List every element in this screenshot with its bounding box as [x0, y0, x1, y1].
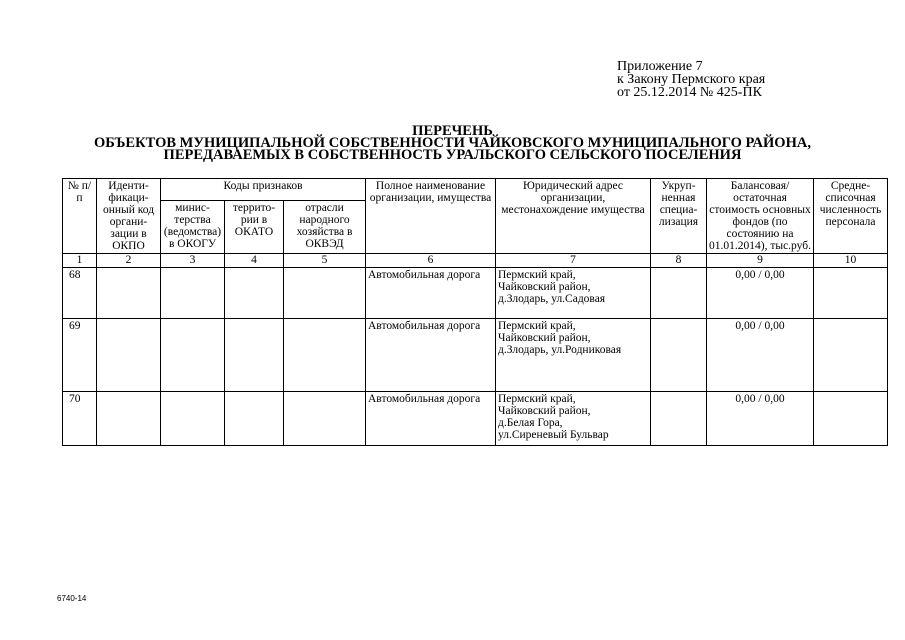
header-codes: Коды признаков [161, 179, 366, 201]
header-okogu: минис-терства (ведомства) в ОКОГУ [161, 201, 225, 254]
cell-okato [225, 319, 284, 392]
address-line: Чайковский район, [498, 405, 591, 417]
cell-spec [651, 392, 707, 446]
column-number: 1 [63, 254, 97, 268]
cell-okved [284, 268, 366, 319]
cell-balance: 0,00 / 0,00 [707, 268, 814, 319]
cell-staff [814, 268, 888, 319]
address-line: д.Злодарь, ул.Родниковая [498, 344, 622, 356]
column-number: 6 [366, 254, 496, 268]
column-number: 9 [707, 254, 814, 268]
title-line: ПЕРЕДАВАЕМЫХ В СОБСТВЕННОСТЬ УРАЛЬСКОГО СЕЛЬСКОГО ПОСЕЛЕНИЯ [163, 147, 742, 163]
address-line: Пермский край, [498, 269, 576, 281]
column-number: 4 [225, 254, 284, 268]
cell-spec [651, 319, 707, 392]
header-staff: Средне-списочная численность персонала [814, 179, 888, 254]
header-name: Полное наименование организации, имущества [366, 179, 496, 254]
cell-okved [284, 319, 366, 392]
cell-name: Автомобильная дорога [366, 392, 496, 446]
cell-okpo [97, 319, 161, 392]
column-number: 2 [97, 254, 161, 268]
header-address: Юридический адрес организации, местонахождение имущества [496, 179, 651, 254]
header-okved: отрасли народного хозяйства в ОКВЭД [284, 201, 366, 254]
cell-balance: 0,00 / 0,00 [707, 319, 814, 392]
cell-address [496, 319, 651, 392]
header-row [63, 179, 888, 201]
cell-spec [651, 268, 707, 319]
header-num: № п/п [63, 179, 97, 254]
address-line: Чайковский район, [498, 332, 591, 344]
column-number: 8 [651, 254, 707, 268]
header-spec: Укруп-ненная специа-лизация [651, 179, 707, 254]
appendix-line: от 25.12.2014 № 425-ПК [617, 85, 762, 100]
appendix-line: к Закону Пермского края [617, 72, 766, 87]
appendix-line: Приложение 7 [617, 59, 703, 74]
cell-okogu [161, 268, 225, 319]
cell-okved [284, 392, 366, 446]
header-okpo: Иденти-фикаци-онный код органи-зации в ОКПО [97, 179, 161, 254]
appendix-block [617, 60, 765, 99]
header-okato: террито-рии в ОКАТО [225, 201, 284, 254]
document-code: 6740-14 [57, 594, 87, 603]
cell-address [496, 268, 651, 319]
cell-name: Автомобильная дорога [366, 319, 496, 392]
column-number: 10 [814, 254, 888, 268]
address-line: д.Злодарь, ул.Садовая [498, 293, 606, 305]
row-number: 69 [63, 319, 97, 392]
address-line: Чайковский район, [498, 281, 591, 293]
address-line: Пермский край, [498, 393, 576, 405]
table-row [63, 319, 888, 392]
cell-okogu [161, 319, 225, 392]
column-number: 3 [161, 254, 225, 268]
title-line: ОБЪЕКТОВ МУНИЦИПАЛЬНОЙ СОБСТВЕННОСТИ ЧАЙКОВСКОГО МУНИЦИПАЛЬНОГО РАЙОНА, [94, 135, 811, 151]
property-table [62, 178, 888, 446]
title-line: ПЕРЕЧЕНЬ [412, 123, 493, 139]
column-number: 5 [284, 254, 366, 268]
cell-okpo [97, 392, 161, 446]
address-line: д.Белая Гора, [498, 417, 563, 429]
row-number: 70 [63, 392, 97, 446]
address-line: Пермский край, [498, 320, 576, 332]
cell-staff [814, 392, 888, 446]
header-balance: Балансовая/ остаточная стоимость основных фондов (по состоянию на 01.01.2014), тыс.руб. [707, 179, 814, 254]
cell-okogu [161, 392, 225, 446]
cell-address [496, 392, 651, 446]
cell-balance: 0,00 / 0,00 [707, 392, 814, 446]
column-number: 7 [496, 254, 651, 268]
table-row [63, 268, 888, 319]
address-line: ул.Сиреневый Бульвар [498, 429, 609, 441]
table-row [63, 392, 888, 446]
document-title [60, 125, 845, 161]
cell-okpo [97, 268, 161, 319]
cell-name: Автомобильная дорога [366, 268, 496, 319]
cell-staff [814, 319, 888, 392]
cell-okato [225, 268, 284, 319]
cell-okato [225, 392, 284, 446]
row-number: 68 [63, 268, 97, 319]
column-number-row [63, 254, 888, 268]
